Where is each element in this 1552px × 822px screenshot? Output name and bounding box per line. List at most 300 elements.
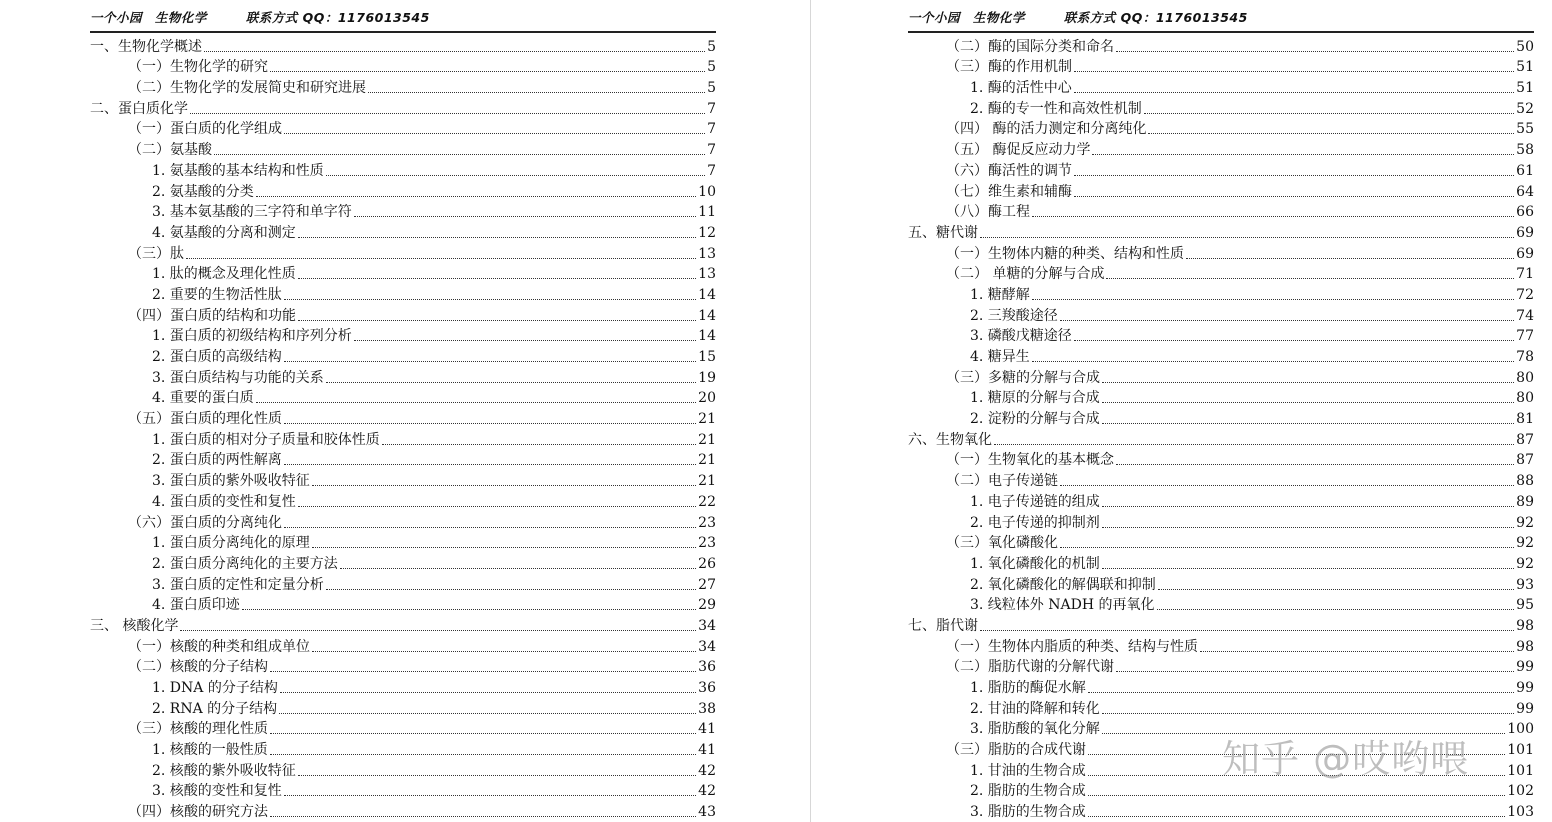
toc-entry-page: 21 (698, 452, 716, 469)
toc-dot-leader (270, 71, 705, 72)
toc-entry[interactable] (908, 345, 1534, 366)
toc-entry[interactable] (90, 614, 716, 635)
toc-entry-page: 51 (1516, 80, 1534, 97)
toc-entry[interactable] (908, 180, 1534, 201)
toc-entry-page: 43 (698, 804, 716, 821)
toc-entry[interactable] (90, 718, 716, 739)
toc-entry-page: 69 (1516, 224, 1534, 241)
toc-entry-title: （三）脂肪的合成代谢 (946, 742, 1086, 759)
toc-entry-page: 42 (698, 762, 716, 779)
toc-entry[interactable] (908, 263, 1534, 284)
toc-entry-title: 4. 氨基酸的分离和测定 (152, 224, 296, 241)
toc-entry-title: 1. 脂肪的酶促水解 (970, 680, 1086, 696)
toc-entry-page: 34 (698, 638, 716, 655)
toc-entry-page: 34 (698, 617, 716, 634)
toc-entry[interactable] (908, 469, 1534, 490)
toc-entry-title: 2. 电子传递的抑制剂 (970, 514, 1100, 531)
toc-entry[interactable] (90, 304, 716, 325)
left-page (90, 0, 716, 822)
toc-dot-leader (1116, 51, 1514, 52)
toc-dot-leader (354, 340, 696, 341)
toc-dot-leader (1060, 485, 1514, 486)
toc-dot-leader (1074, 71, 1514, 72)
toc-entry[interactable] (90, 800, 716, 821)
toc-entry-page: 36 (698, 680, 716, 696)
toc-dot-leader (1092, 154, 1514, 155)
toc-entry[interactable] (908, 35, 1534, 56)
toc-entry-page: 87 (1516, 431, 1534, 448)
toc-entry-page: 7 (707, 100, 716, 117)
toc-entry-page: 19 (698, 369, 716, 386)
toc-entry[interactable] (908, 594, 1534, 615)
toc-entry-title: 2. 蛋白质的高级结构 (152, 349, 282, 365)
toc-dot-leader (270, 816, 696, 817)
toc-entry[interactable] (90, 573, 716, 594)
toc-entry-title: （一）核酸的种类和组成单位 (128, 638, 310, 655)
toc-dot-leader (1060, 547, 1514, 548)
toc-entry[interactable] (908, 304, 1534, 325)
toc-entry[interactable] (90, 469, 716, 490)
toc-entry-page: 78 (1516, 349, 1534, 365)
toc-entry[interactable] (908, 552, 1534, 573)
toc-entry-page: 14 (698, 328, 716, 345)
toc-dot-leader (1102, 713, 1514, 714)
toc-entry-title: 1. 蛋白质的初级结构和序列分析 (152, 328, 352, 345)
toc-entry[interactable] (90, 552, 716, 573)
toc-entry-page: 88 (1516, 473, 1534, 490)
toc-entry[interactable] (908, 656, 1534, 677)
toc-entry[interactable] (90, 635, 716, 656)
toc-entry[interactable] (908, 76, 1534, 97)
toc-dot-leader (312, 485, 696, 486)
toc-entry-title: 4. 糖异生 (970, 349, 1030, 365)
toc-entry-title: 4. 蛋白质印迹 (152, 597, 240, 614)
toc-entry-title: （四）核酸的研究方法 (128, 804, 268, 821)
toc-entry-page: 27 (698, 576, 716, 593)
toc-entry-title: 1. 电子传递链的组成 (970, 493, 1100, 510)
toc-entry[interactable] (90, 697, 716, 718)
toc-entry[interactable] (90, 35, 716, 56)
toc-entry[interactable] (908, 283, 1534, 304)
header-contact: 联系方式 QQ：1176013545 (1063, 10, 1248, 25)
toc-entry-page: 5 (707, 59, 716, 76)
watermark: 知乎 @哎哟喂 (1222, 737, 1470, 781)
toc-entry-page: 5 (707, 38, 716, 55)
toc-dot-leader (298, 237, 696, 238)
toc-entry-title: 3. 线粒体外 NADH 的再氧化 (970, 597, 1155, 614)
toc-entry-title: 1. 氨基酸的基本结构和性质 (152, 162, 324, 179)
toc-dot-leader (1102, 423, 1514, 424)
toc-entry-page: 12 (698, 224, 716, 241)
toc-entry-page: 95 (1516, 597, 1534, 614)
toc-entry-title: 3. 蛋白质的紫外吸收特征 (152, 473, 310, 490)
toc-dot-leader (1074, 175, 1514, 176)
toc-entry-title: （三）氧化磷酸化 (946, 535, 1058, 552)
toc-entry-page: 100 (1507, 721, 1534, 738)
toc-entry-page: 99 (1516, 680, 1534, 696)
toc-entry-page: 99 (1516, 700, 1534, 717)
toc-entry-page: 66 (1516, 204, 1534, 221)
toc-entry-page: 102 (1507, 783, 1534, 800)
toc-entry-title: 1. 核酸的一般性质 (152, 742, 268, 759)
toc-entry-title: 3. 蛋白质结构与功能的关系 (152, 369, 324, 386)
toc-entry-title: 2. 淀粉的分解与合成 (970, 411, 1100, 428)
header-rule (90, 31, 716, 33)
header-subject: 生物化学 (154, 10, 207, 25)
toc-entry-page: 98 (1516, 617, 1534, 634)
toc-entry[interactable] (908, 201, 1534, 222)
toc-dot-leader (1032, 216, 1514, 217)
toc-dot-leader (298, 775, 696, 776)
toc-entry[interactable] (908, 573, 1534, 594)
toc-entry[interactable] (908, 635, 1534, 656)
toc-entry-page: 10 (698, 183, 716, 200)
toc-entry-page: 23 (698, 535, 716, 552)
toc-entry[interactable] (90, 759, 716, 780)
toc-entry[interactable] (90, 449, 716, 470)
toc-dot-leader (280, 692, 696, 693)
toc-dot-leader (1102, 568, 1514, 569)
toc-entry-page: 69 (1516, 245, 1534, 262)
toc-entry-title: 3. 磷酸戊糖途径 (970, 328, 1072, 345)
toc-entry-title: （一）蛋白质的化学组成 (128, 121, 282, 138)
toc-entry-page: 7 (707, 162, 716, 179)
toc-entry-page: 21 (698, 473, 716, 490)
toc-entry-title: 1. 甘油的生物合成 (970, 762, 1086, 779)
toc-entry-title: 1. 氧化磷酸化的机制 (970, 555, 1100, 572)
toc-dot-leader (1102, 402, 1514, 403)
toc-entry-title: （四）蛋白质的结构和功能 (128, 307, 296, 324)
toc-dot-leader (1144, 113, 1514, 114)
toc-entry-page: 64 (1516, 183, 1534, 200)
toc-entry-page: 101 (1507, 762, 1534, 779)
toc-entry-page: 81 (1516, 411, 1534, 428)
toc-entry-title: 1. 肽的概念及理化性质 (152, 266, 296, 283)
toc-dot-leader (1116, 464, 1514, 465)
header-contact: 联系方式 QQ：1176013545 (245, 10, 430, 25)
toc-dot-leader (1074, 196, 1514, 197)
toc-entry-page: 101 (1507, 742, 1534, 759)
toc-entry-title: 一、生物化学概述 (90, 38, 202, 55)
toc-entry-page: 52 (1516, 100, 1534, 117)
toc-entry-title: （一）生物氧化的基本概念 (946, 452, 1114, 469)
toc-entry-title: 1. 糖原的分解与合成 (970, 390, 1100, 407)
toc-entry-page: 13 (698, 245, 716, 262)
toc-entry-title: （三）肽 (128, 245, 184, 262)
toc-entry-title: 4. 蛋白质的变性和复性 (152, 493, 296, 510)
toc-entry-page: 93 (1516, 576, 1534, 593)
toc-entry-page: 41 (698, 742, 716, 759)
toc-entry[interactable] (908, 428, 1534, 449)
toc-dot-leader (279, 713, 696, 714)
toc-entry[interactable] (90, 221, 716, 242)
toc-entry[interactable] (90, 676, 716, 697)
toc-entry-title: （四） 酶的活力测定和分离纯化 (946, 121, 1147, 138)
toc-entry[interactable] (908, 407, 1534, 428)
table-of-contents (90, 35, 716, 821)
toc-dot-leader (980, 630, 1514, 631)
toc-entry-title: （五） 酶促反应动力学 (946, 142, 1091, 159)
toc-entry-title: 1. 蛋白质的相对分子质量和胶体性质 (152, 431, 380, 448)
toc-entry-title: 4. 重要的蛋白质 (152, 390, 254, 407)
toc-entry-title: 七、脂代谢 (908, 617, 978, 634)
toc-entry-title: （八）酶工程 (946, 204, 1030, 221)
toc-dot-leader (256, 196, 696, 197)
toc-entry[interactable] (908, 159, 1534, 180)
toc-entry[interactable] (90, 387, 716, 408)
toc-entry[interactable] (90, 511, 716, 532)
toc-entry-title: 3. 蛋白质的定性和定量分析 (152, 576, 324, 593)
toc-entry-page: 92 (1516, 514, 1534, 531)
toc-entry[interactable] (908, 800, 1534, 821)
toc-entry-title: （五）蛋白质的理化性质 (128, 411, 282, 428)
toc-entry[interactable] (90, 407, 716, 428)
toc-dot-leader (326, 589, 696, 590)
right-page (908, 0, 1534, 822)
toc-entry-title: （一）生物体内糖的种类、结构和性质 (946, 245, 1184, 262)
toc-entry-title: 2. RNA 的分子结构 (152, 700, 278, 717)
toc-entry-title: 2. 蛋白质分离纯化的主要方法 (152, 555, 338, 572)
toc-entry-title: 2. 甘油的降解和转化 (970, 700, 1100, 717)
toc-entry-page: 36 (698, 659, 716, 676)
toc-entry[interactable] (90, 283, 716, 304)
toc-entry[interactable] (908, 366, 1534, 387)
toc-entry-title: 三、 核酸化学 (90, 617, 179, 634)
toc-entry[interactable] (908, 118, 1534, 139)
toc-entry[interactable] (90, 490, 716, 511)
toc-entry-title: 2. 酶的专一性和高效性机制 (970, 100, 1142, 117)
toc-entry[interactable] (908, 449, 1534, 470)
toc-entry-title: 2. 核酸的紫外吸收特征 (152, 762, 296, 779)
toc-dot-leader (284, 423, 696, 424)
toc-entry-title: （一）生物体内脂质的种类、结构与性质 (946, 638, 1198, 655)
toc-dot-leader (284, 795, 696, 796)
toc-dot-leader (1116, 671, 1514, 672)
toc-entry[interactable] (90, 656, 716, 677)
toc-dot-leader (270, 733, 696, 734)
toc-dot-leader (284, 299, 696, 300)
toc-entry-title: 1. 蛋白质分离纯化的原理 (152, 535, 310, 552)
toc-dot-leader (1102, 382, 1514, 383)
toc-dot-leader (1088, 692, 1514, 693)
toc-entry-page: 13 (698, 266, 716, 283)
toc-entry-title: 六、生物氧化 (908, 431, 992, 448)
toc-dot-leader (1102, 527, 1514, 528)
toc-entry-page: 14 (698, 307, 716, 324)
toc-entry-page: 58 (1516, 142, 1534, 159)
toc-entry-page: 55 (1516, 121, 1534, 138)
toc-dot-leader (214, 154, 705, 155)
toc-entry-page: 11 (698, 204, 716, 221)
toc-entry-title: 3. 脂肪酸的氧化分解 (970, 721, 1100, 738)
toc-entry[interactable] (908, 97, 1534, 118)
toc-dot-leader (298, 320, 696, 321)
toc-dot-leader (1157, 609, 1515, 610)
toc-entry-page: 98 (1516, 638, 1534, 655)
toc-entry[interactable] (90, 532, 716, 553)
toc-dot-leader (298, 278, 696, 279)
toc-entry-title: 3. 脂肪的生物合成 (970, 804, 1086, 821)
toc-dot-leader (298, 506, 696, 507)
toc-entry-title: 2. 氧化磷酸化的解偶联和抑制 (970, 576, 1156, 593)
toc-entry-title: （二）脂肪代谢的分解代谢 (946, 659, 1114, 676)
toc-entry[interactable] (90, 325, 716, 346)
toc-entry-title: （二）电子传递链 (946, 473, 1058, 490)
toc-entry-title: （二）酶的国际分类和命名 (946, 38, 1114, 55)
toc-dot-leader (284, 133, 705, 134)
toc-entry[interactable] (90, 242, 716, 263)
toc-dot-leader (980, 237, 1514, 238)
toc-dot-leader (180, 630, 696, 631)
toc-entry[interactable] (908, 511, 1534, 532)
toc-dot-leader (1074, 92, 1514, 93)
toc-dot-leader (354, 216, 696, 217)
toc-entry[interactable] (908, 697, 1534, 718)
toc-entry[interactable] (90, 345, 716, 366)
toc-entry[interactable] (908, 221, 1534, 242)
page-header (908, 8, 1534, 28)
toc-dot-leader (1106, 278, 1514, 279)
toc-entry-title: 1. DNA 的分子结构 (152, 680, 278, 696)
toc-dot-leader (284, 464, 696, 465)
toc-dot-leader (1200, 651, 1514, 652)
toc-entry[interactable] (908, 532, 1534, 553)
toc-entry[interactable] (90, 97, 716, 118)
toc-entry-title: 五、糖代谢 (908, 224, 978, 241)
toc-entry-title: （二） 单糖的分解与合成 (946, 266, 1105, 283)
toc-entry[interactable] (90, 428, 716, 449)
toc-entry-page: 51 (1516, 59, 1534, 76)
toc-entry[interactable] (90, 180, 716, 201)
page-gutter-divider (810, 0, 811, 822)
toc-entry[interactable] (90, 201, 716, 222)
header-author: 一个小园 (908, 10, 961, 25)
toc-entry[interactable] (908, 56, 1534, 77)
toc-entry-title: （三）核酸的理化性质 (128, 721, 268, 738)
toc-entry-page: 21 (698, 431, 716, 448)
toc-entry-page: 5 (707, 80, 716, 97)
toc-entry[interactable] (908, 490, 1534, 511)
toc-entry-title: （六）酶活性的调节 (946, 162, 1072, 179)
toc-entry-page: 80 (1516, 369, 1534, 386)
toc-dot-leader (1186, 258, 1514, 259)
toc-dot-leader (1032, 361, 1514, 362)
toc-entry-page: 72 (1516, 286, 1534, 303)
toc-entry-page: 71 (1516, 266, 1534, 283)
toc-entry-page: 99 (1516, 659, 1534, 676)
toc-entry-page: 7 (707, 142, 716, 159)
page-header (90, 8, 716, 28)
toc-entry-page: 92 (1516, 555, 1534, 572)
toc-entry-page: 21 (698, 411, 716, 428)
toc-entry[interactable] (90, 263, 716, 284)
toc-entry[interactable] (908, 676, 1534, 697)
toc-dot-leader (1102, 506, 1514, 507)
toc-entry-title: （三）多糖的分解与合成 (946, 369, 1100, 386)
toc-entry[interactable] (90, 118, 716, 139)
toc-dot-leader (270, 671, 696, 672)
toc-entry-title: 2. 氨基酸的分类 (152, 183, 254, 200)
toc-entry[interactable] (90, 138, 716, 159)
toc-entry-page: 77 (1516, 328, 1534, 345)
toc-entry-title: （二）核酸的分子结构 (128, 659, 268, 676)
toc-entry-page: 61 (1516, 162, 1534, 179)
toc-entry[interactable] (908, 614, 1534, 635)
toc-entry[interactable] (90, 159, 716, 180)
toc-entry-page: 20 (698, 390, 716, 407)
toc-entry-title: 2. 重要的生物活性肽 (152, 286, 282, 303)
toc-entry[interactable] (90, 366, 716, 387)
toc-dot-leader (190, 113, 705, 114)
toc-dot-leader (326, 175, 705, 176)
toc-dot-leader (312, 547, 696, 548)
header-author: 一个小园 (90, 10, 143, 25)
toc-dot-leader (186, 258, 696, 259)
toc-entry-page: 103 (1507, 804, 1534, 821)
toc-dot-leader (382, 444, 696, 445)
toc-entry-title: （二）氨基酸 (128, 142, 212, 159)
toc-entry-page: 50 (1516, 38, 1534, 55)
toc-entry-title: （三）酶的作用机制 (946, 59, 1072, 76)
toc-entry[interactable] (90, 56, 716, 77)
toc-entry[interactable] (908, 387, 1534, 408)
toc-entry-title: 3. 基本氨基酸的三字符和单字符 (152, 204, 352, 221)
toc-dot-leader (270, 754, 696, 755)
toc-entry-title: 二、蛋白质化学 (90, 100, 188, 117)
toc-entry-title: 2. 三羧酸途径 (970, 307, 1058, 324)
toc-entry-page: 80 (1516, 390, 1534, 407)
toc-entry-page: 15 (698, 349, 716, 365)
toc-entry-title: 1. 糖酵解 (970, 286, 1030, 303)
toc-entry-page: 74 (1516, 307, 1534, 324)
toc-dot-leader (1088, 816, 1505, 817)
toc-entry-page: 23 (698, 514, 716, 531)
toc-entry-page: 42 (698, 783, 716, 800)
toc-entry-title: 3. 核酸的变性和复性 (152, 783, 282, 800)
toc-dot-leader (242, 609, 696, 610)
toc-entry[interactable] (90, 76, 716, 97)
toc-dot-leader (368, 92, 705, 93)
header-rule (908, 31, 1534, 33)
toc-dot-leader (284, 361, 696, 362)
toc-entry[interactable] (908, 138, 1534, 159)
toc-entry-page: 89 (1516, 493, 1534, 510)
toc-entry[interactable] (90, 594, 716, 615)
toc-entry-page: 29 (698, 597, 716, 614)
toc-entry-page: 92 (1516, 535, 1534, 552)
toc-dot-leader (284, 527, 696, 528)
toc-entry-page: 87 (1516, 452, 1534, 469)
toc-entry-title: （一）生物化学的研究 (128, 59, 268, 76)
toc-dot-leader (256, 402, 696, 403)
toc-dot-leader (340, 568, 696, 569)
toc-entry-title: 2. 脂肪的生物合成 (970, 783, 1086, 800)
toc-dot-leader (1060, 320, 1514, 321)
toc-entry[interactable] (90, 780, 716, 801)
toc-entry[interactable] (90, 738, 716, 759)
toc-entry-page: 26 (698, 555, 716, 572)
toc-entry[interactable] (908, 325, 1534, 346)
toc-entry-title: （六）蛋白质的分离纯化 (128, 514, 282, 531)
toc-entry-page: 7 (707, 121, 716, 138)
toc-dot-leader (1148, 133, 1514, 134)
toc-dot-leader (1088, 795, 1505, 796)
toc-dot-leader (1158, 589, 1514, 590)
toc-entry[interactable] (908, 242, 1534, 263)
toc-dot-leader (994, 444, 1514, 445)
table-of-contents (908, 35, 1534, 821)
toc-dot-leader (1032, 299, 1514, 300)
